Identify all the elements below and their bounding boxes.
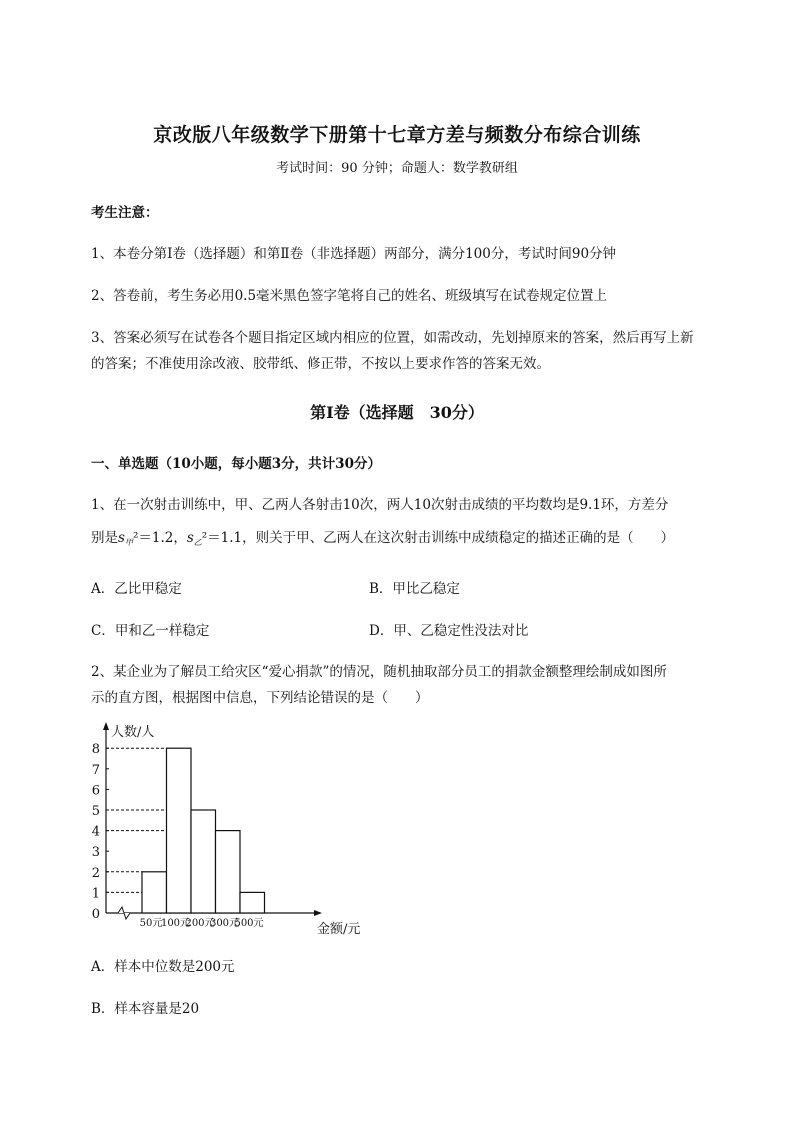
bar-500元	[240, 892, 265, 913]
q2-stem-line2: 示的直方图，根据图中信息，下列结论错误的是（ ）	[91, 690, 429, 706]
q2-option-b: B．样本容量是20	[91, 1001, 200, 1017]
q2-option-a: A．样本中位数是200元	[91, 959, 235, 975]
bar-50元	[142, 872, 167, 913]
q1-prefix: 别是	[91, 530, 118, 546]
x-tick-label: 100元	[160, 918, 191, 929]
q1-option-d: D．甲、乙稳定性没法对比	[369, 623, 529, 639]
notice-3-cont: 的答案；不准使用涂改液、胶带纸、修正带，不按以上要求作答的答案无效。	[91, 356, 550, 372]
y-tick-label: 2	[91, 865, 100, 881]
q2-stem-line1: 2、某企业为了解员工给灾区“爱心捐款”的情况，随机抽取部分员工的捐款金额整理绘制成如图所	[91, 664, 667, 680]
part-heading: 一、单选题（10小题，每小题3分，共计30分）	[91, 456, 381, 472]
bar-300元	[216, 831, 241, 913]
exam-info: 考试时间：90 分钟；命题人：数学教研组	[276, 161, 518, 176]
bar-200元	[191, 810, 216, 913]
histogram-chart	[88, 720, 378, 940]
bar-100元	[167, 748, 192, 913]
y-tick-label: 0	[91, 907, 100, 922]
notice-3: 3、答案必须写在试卷各个题目指定区域内相应的位置，如需改动，先划掉原来的答案，然后再写上新	[91, 330, 694, 346]
q1-option-b: B．甲比乙稳定	[369, 581, 460, 597]
x-tick-label: 200元	[185, 918, 215, 929]
y-axis-label: 人数/人	[111, 725, 155, 740]
x-axis-arrow	[314, 910, 322, 916]
y-axis-arrow	[103, 722, 109, 730]
x-tick-label: 300元	[209, 918, 240, 929]
x-tick-label: 50元	[139, 918, 163, 929]
q1-stem-line2	[91, 526, 674, 548]
x-axis-label: 金额/元	[317, 922, 361, 937]
section-title: 第Ⅰ卷（选择题 30分）	[310, 403, 484, 422]
notice-1: 1、本卷分第Ⅰ卷（选择题）和第Ⅱ卷（非选择题）两部分，满分100分，考试时间90分钟	[91, 246, 617, 262]
axis-break	[118, 907, 130, 919]
y-tick-label: 4	[91, 824, 100, 840]
y-tick-label: 8	[91, 742, 100, 758]
q1-option-a: A．乙比甲稳定	[91, 581, 182, 597]
y-tick-label: 5	[91, 804, 100, 819]
y-tick-label: 3	[91, 845, 100, 861]
q1-stem-line1: 1、在一次射击训练中，甲、乙两人各射击10次，两人10次射击成绩的平均数均是9.1环，方差分	[91, 497, 669, 513]
y-tick-label: 1	[91, 886, 100, 902]
notice-heading: 考生注意：	[91, 205, 159, 221]
variance-jia: $s_甲^2=1.2$，	[118, 530, 187, 547]
document-title: 京改版八年级数学下册第十七章方差与频数分布综合训练	[153, 124, 641, 146]
y-tick-label: 6	[91, 783, 100, 799]
y-tick-label: 7	[91, 762, 100, 778]
x-tick-label: 500元	[234, 918, 264, 929]
q1-option-c: C．甲和乙一样稳定	[91, 623, 210, 639]
variance-yi: $s_乙^2=1.1$，则关于甲、乙两人在这次射击训练中成绩稳定的描述正确的是（ ）	[186, 530, 675, 547]
notice-2: 2、答卷前，考生务必用0.5毫米黑色签字笔将自己的姓名、班级填写在试卷规定位置上	[91, 288, 608, 304]
